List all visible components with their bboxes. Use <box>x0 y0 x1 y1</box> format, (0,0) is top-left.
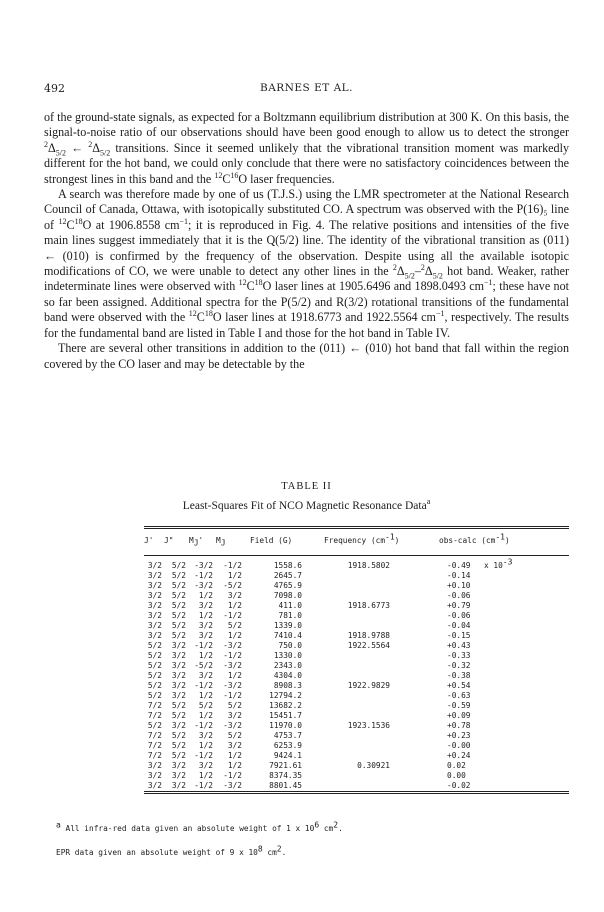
page-number: 492 <box>44 82 65 95</box>
cell-mjprime: 5/2 <box>198 701 213 710</box>
cell-mj: -5/2 <box>223 581 242 590</box>
table-row <box>144 681 569 691</box>
table-top-rule <box>144 526 569 527</box>
cell-mjprime: -1/2 <box>194 571 213 580</box>
table-row <box>144 671 569 681</box>
cell-obs-calc: -0.00 <box>447 741 471 750</box>
cell-mj: -1/2 <box>223 691 242 700</box>
table-row <box>144 571 569 581</box>
cell-obs-calc: -0.06 <box>447 591 471 600</box>
cell-mjprime: -1/2 <box>194 641 213 650</box>
table-bottom-rule-2 <box>144 793 569 794</box>
cell-jprime: 7/2 <box>147 701 162 710</box>
cell-jprime: 3/2 <box>147 581 162 590</box>
cell-field: 8801.45 <box>269 781 302 790</box>
cell-field: 7098.0 <box>273 591 302 600</box>
cell-mj: 3/2 <box>227 741 242 750</box>
cell-mjprime: 1/2 <box>198 741 213 750</box>
col-header-field: Field (G) <box>250 536 293 545</box>
cell-jprime: 3/2 <box>147 601 162 610</box>
cell-mjprime: 3/2 <box>198 631 213 640</box>
cell-frequency: 1922.5564 <box>347 641 390 650</box>
cell-obs-calc: +0.24 <box>447 751 471 760</box>
table-top-rule-2 <box>144 528 569 529</box>
page-header <box>44 82 569 98</box>
cell-obs-calc: +0.23 <box>447 731 471 740</box>
cell-mjprime: -1/2 <box>194 781 213 790</box>
table-label: TABLE II <box>281 481 332 492</box>
cell-obs-calc: -0.63 <box>447 691 471 700</box>
cell-mj: -3/2 <box>223 721 242 730</box>
cell-jprime: 7/2 <box>147 711 162 720</box>
cell-field: 8374.35 <box>269 771 302 780</box>
cell-field: 12794.2 <box>269 691 302 700</box>
cell-jprime: 3/2 <box>147 771 162 780</box>
cell-mj: 5/2 <box>227 701 242 710</box>
col-header-frequency: Frequency $(cm^{-1})$ <box>324 532 400 545</box>
cell-mjprime: 1/2 <box>198 611 213 620</box>
cell-obs-calc: -0.04 <box>447 621 471 630</box>
cell-jdoubleprime: 3/2 <box>171 721 186 730</box>
col-header-mjprime: $M_J'$ <box>189 536 204 548</box>
cell-jprime: 3/2 <box>147 761 162 770</box>
cell-obs-calc: -0.02 <box>447 781 471 790</box>
cell-obs-calc: -0.33 <box>447 651 471 660</box>
table-row <box>144 591 569 601</box>
cell-field: 7921.61 <box>269 761 302 770</box>
cell-mjprime: 1/2 <box>198 691 213 700</box>
cell-jdoubleprime: 3/2 <box>171 691 186 700</box>
cell-field: 750.0 <box>278 641 302 650</box>
table-header-row <box>144 532 569 552</box>
table-header-rule <box>144 555 569 556</box>
cell-jprime: 3/2 <box>147 591 162 600</box>
cell-field: 6253.9 <box>273 741 302 750</box>
body-text <box>44 110 569 372</box>
cell-obs-calc: -0.32 <box>447 661 471 670</box>
cell-frequency: 1922.9829 <box>347 681 390 690</box>
cell-obs-calc: 0.00 <box>447 771 466 780</box>
table-bottom-rule <box>144 791 569 792</box>
table-row <box>144 611 569 621</box>
cell-field: 11970.0 <box>269 721 302 730</box>
cell-jprime: 3/2 <box>147 571 162 580</box>
cell-mjprime: 1/2 <box>198 651 213 660</box>
cell-jprime: 5/2 <box>147 661 162 670</box>
table-row <box>144 701 569 711</box>
table-row <box>144 721 569 731</box>
cell-mj: 1/2 <box>227 751 242 760</box>
table-row <box>144 731 569 741</box>
paragraph-2: A search was therefore made by one of us (T.J.S.) using the LMR spectrometer at the National Research Council of Canada, Ottawa, with isotopically substituted CO. A spectrum was observed with the P(16)₅ line of $^{12}C^{18}O$ at 1906.8558 $cm^{-1}$; it is reproduced in Fig. 4. The relative positions and intensities of the five main lines suggest immediately that it is the Q(5/2) line. The identity of the vibrational transition as (011) ← (010) is confirmed by the frequency of the observation. Despite using all the available isotopic modifications of CO, we were unable to detect any other lines in the $^2\Delta_{5/2}-^2\Delta_{5/2}$ hot band. Weaker, rather indeterminate lines were observed with $^{12}C^{18}O$ laser lines at 1905.6496 and 1898.0493 $cm^{-1}$; these have not so far been assigned. Additional spectra for the P(5/2) and R(3/2) rotational transitions of the fundamental band were observed with the $^{12}C^{18}O$ laser lines at 1918.6773 and 1922.5564 $cm^{-1}$, respectively. The results for the fundamental band are listed in Table I and those for the hot band in Table IV. <box>44 187 569 340</box>
cell-mj: -1/2 <box>223 651 242 660</box>
cell-field: 1558.6 <box>273 561 302 570</box>
cell-obs-calc: 0.02 <box>447 761 466 770</box>
cell-mj: -3/2 <box>223 641 242 650</box>
col-header-jdoubleprime: J" <box>164 536 174 545</box>
cell-mj: 3/2 <box>227 711 242 720</box>
cell-jdoubleprime: 5/2 <box>171 601 186 610</box>
cell-field: 2343.0 <box>273 661 302 670</box>
cell-jprime: 5/2 <box>147 641 162 650</box>
table-row <box>144 631 569 641</box>
cell-mj: 5/2 <box>227 731 242 740</box>
cell-field: 781.0 <box>278 611 302 620</box>
table-row <box>144 557 569 571</box>
cell-mj: -1/2 <box>223 771 242 780</box>
footnote-1: $^a$ All infra-red data given an absolute weight of 1 x $10^6$ $cm^2$. <box>56 820 343 833</box>
cell-mjprime: -3/2 <box>194 581 213 590</box>
cell-jprime: 3/2 <box>147 611 162 620</box>
cell-obs-calc: +0.43 <box>447 641 471 650</box>
cell-jdoubleprime: 3/2 <box>171 661 186 670</box>
cell-mj: -1/2 <box>223 561 242 570</box>
cell-jprime: 3/2 <box>147 781 162 790</box>
cell-jprime: 5/2 <box>147 671 162 680</box>
cell-mj: -3/2 <box>223 661 242 670</box>
col-header-obs-calc: obs-calc $(cm^{-1})$ <box>439 532 510 545</box>
cell-obs-calc: -0.38 <box>447 671 471 680</box>
cell-obs-calc: +0.10 <box>447 581 471 590</box>
cell-jdoubleprime: 5/2 <box>171 591 186 600</box>
cell-field: 9424.1 <box>273 751 302 760</box>
table-row <box>144 621 569 631</box>
cell-mj: 5/2 <box>227 621 242 630</box>
cell-jprime: 3/2 <box>147 621 162 630</box>
cell-field: 8908.3 <box>273 681 302 690</box>
table-row <box>144 771 569 781</box>
cell-jdoubleprime: 3/2 <box>171 681 186 690</box>
cell-mj: -3/2 <box>223 781 242 790</box>
cell-obs-calc: -0.14 <box>447 571 471 580</box>
cell-jdoubleprime: 3/2 <box>171 651 186 660</box>
cell-mjprime: 3/2 <box>198 731 213 740</box>
cell-jprime: 7/2 <box>147 751 162 760</box>
cell-mjprime: -1/2 <box>194 721 213 730</box>
cell-obs-calc: -0.06 <box>447 611 471 620</box>
cell-mj: -1/2 <box>223 611 242 620</box>
cell-jdoubleprime: 3/2 <box>171 641 186 650</box>
cell-jprime: 7/2 <box>147 741 162 750</box>
table-row <box>144 651 569 661</box>
cell-jdoubleprime: 3/2 <box>171 781 186 790</box>
cell-jprime: 3/2 <box>147 561 162 570</box>
cell-obs-calc: +0.54 <box>447 681 471 690</box>
cell-frequency: 0.30921 <box>357 761 390 770</box>
paragraph-3: There are several other transitions in addition to the (011) ← (010) hot band that fall within the region covered by the CO laser and may be detectable by the <box>44 341 569 371</box>
table-row <box>144 691 569 701</box>
cell-obs-calc: +0.79 <box>447 601 471 610</box>
cell-mj: 3/2 <box>227 591 242 600</box>
cell-jdoubleprime: 5/2 <box>171 731 186 740</box>
cell-field: 7410.4 <box>273 631 302 640</box>
cell-jdoubleprime: 5/2 <box>171 741 186 750</box>
cell-mj: 1/2 <box>227 671 242 680</box>
table-row <box>144 761 569 771</box>
footnote-2: EPR data given an absolute weight of 9 x $10^8$ $cm^2$. <box>56 844 287 857</box>
cell-field: 2645.7 <box>273 571 302 580</box>
cell-mjprime: 3/2 <box>198 621 213 630</box>
cell-mj: 1/2 <box>227 761 242 770</box>
cell-mj: -3/2 <box>223 681 242 690</box>
table-row <box>144 751 569 761</box>
cell-jdoubleprime: 5/2 <box>171 611 186 620</box>
cell-frequency: 1918.6773 <box>347 601 390 610</box>
running-head: BARNES ET AL. <box>260 82 353 94</box>
cell-jdoubleprime: 5/2 <box>171 751 186 760</box>
table-title: Least-Squares Fit of NCO Magnetic Resonance Data$^a$ <box>182 497 431 512</box>
cell-jdoubleprime: 5/2 <box>171 571 186 580</box>
cell-mj: 1/2 <box>227 601 242 610</box>
table-row <box>144 601 569 611</box>
table-row <box>144 661 569 671</box>
cell-jdoubleprime: 3/2 <box>171 771 186 780</box>
cell-field: 411.0 <box>278 601 302 610</box>
cell-jdoubleprime: 5/2 <box>171 711 186 720</box>
cell-jdoubleprime: 5/2 <box>171 701 186 710</box>
cell-mjprime: 3/2 <box>198 671 213 680</box>
col-header-mj: $M_J$ <box>216 536 226 548</box>
table-row <box>144 781 569 791</box>
cell-frequency: 1918.9788 <box>347 631 390 640</box>
cell-field: 1339.0 <box>273 621 302 630</box>
cell-jprime: 5/2 <box>147 681 162 690</box>
cell-mjprime: 1/2 <box>198 591 213 600</box>
cell-mjprime: 3/2 <box>198 761 213 770</box>
cell-jprime: 5/2 <box>147 651 162 660</box>
cell-jdoubleprime: 5/2 <box>171 621 186 630</box>
cell-jdoubleprime: 5/2 <box>171 631 186 640</box>
cell-mjprime: 1/2 <box>198 771 213 780</box>
cell-field: 13682.2 <box>269 701 302 710</box>
col-header-jprime: J' <box>144 536 154 545</box>
cell-jprime: 3/2 <box>147 631 162 640</box>
cell-unit-note: x $10^{-3}$ <box>484 557 513 570</box>
cell-mjprime: 1/2 <box>198 711 213 720</box>
cell-mjprime: -5/2 <box>194 661 213 670</box>
table-row <box>144 711 569 721</box>
cell-obs-calc: +0.09 <box>447 711 471 720</box>
cell-frequency: 1923.1536 <box>347 721 390 730</box>
cell-jdoubleprime: 5/2 <box>171 581 186 590</box>
cell-obs-calc: +0.78 <box>447 721 471 730</box>
cell-mjprime: -3/2 <box>194 561 213 570</box>
table-row <box>144 741 569 751</box>
cell-mjprime: -1/2 <box>194 751 213 760</box>
table-row <box>144 641 569 651</box>
cell-mjprime: -1/2 <box>194 681 213 690</box>
cell-mj: 1/2 <box>227 571 242 580</box>
cell-field: 4765.9 <box>273 581 302 590</box>
cell-obs-calc: -0.15 <box>447 631 471 640</box>
cell-mj: 1/2 <box>227 631 242 640</box>
cell-obs-calc: -0.49 <box>447 561 471 570</box>
table-row <box>144 581 569 591</box>
cell-mjprime: 3/2 <box>198 601 213 610</box>
cell-jprime: 7/2 <box>147 731 162 740</box>
paragraph-1: of the ground-state signals, as expected for a Boltzmann equilibrium distribution at 300 K. On this basis, the signal-to-noise ratio of our observations should have been good enough to allow us to detect the stronger $^2\Delta_{5/2}$ ← $^2\Delta_{5/2}$ transitions. Since it seemed unlikely that the vibrational transition moment was markedly different for the hot band, we could only conclude that there were no satisfactory coincidences between the strongest lines in this band and the $^{12}C^{16}O$ laser frequencies. <box>44 110 569 186</box>
cell-frequency: 1918.5802 <box>347 561 390 570</box>
cell-field: 4304.0 <box>273 671 302 680</box>
cell-jdoubleprime: 3/2 <box>171 761 186 770</box>
cell-field: 1330.0 <box>273 651 302 660</box>
cell-jprime: 5/2 <box>147 691 162 700</box>
cell-jprime: 5/2 <box>147 721 162 730</box>
cell-field: 4753.7 <box>273 731 302 740</box>
cell-jdoubleprime: 3/2 <box>171 671 186 680</box>
cell-jdoubleprime: 5/2 <box>171 561 186 570</box>
cell-field: 15451.7 <box>269 711 302 720</box>
cell-obs-calc: -0.59 <box>447 701 471 710</box>
